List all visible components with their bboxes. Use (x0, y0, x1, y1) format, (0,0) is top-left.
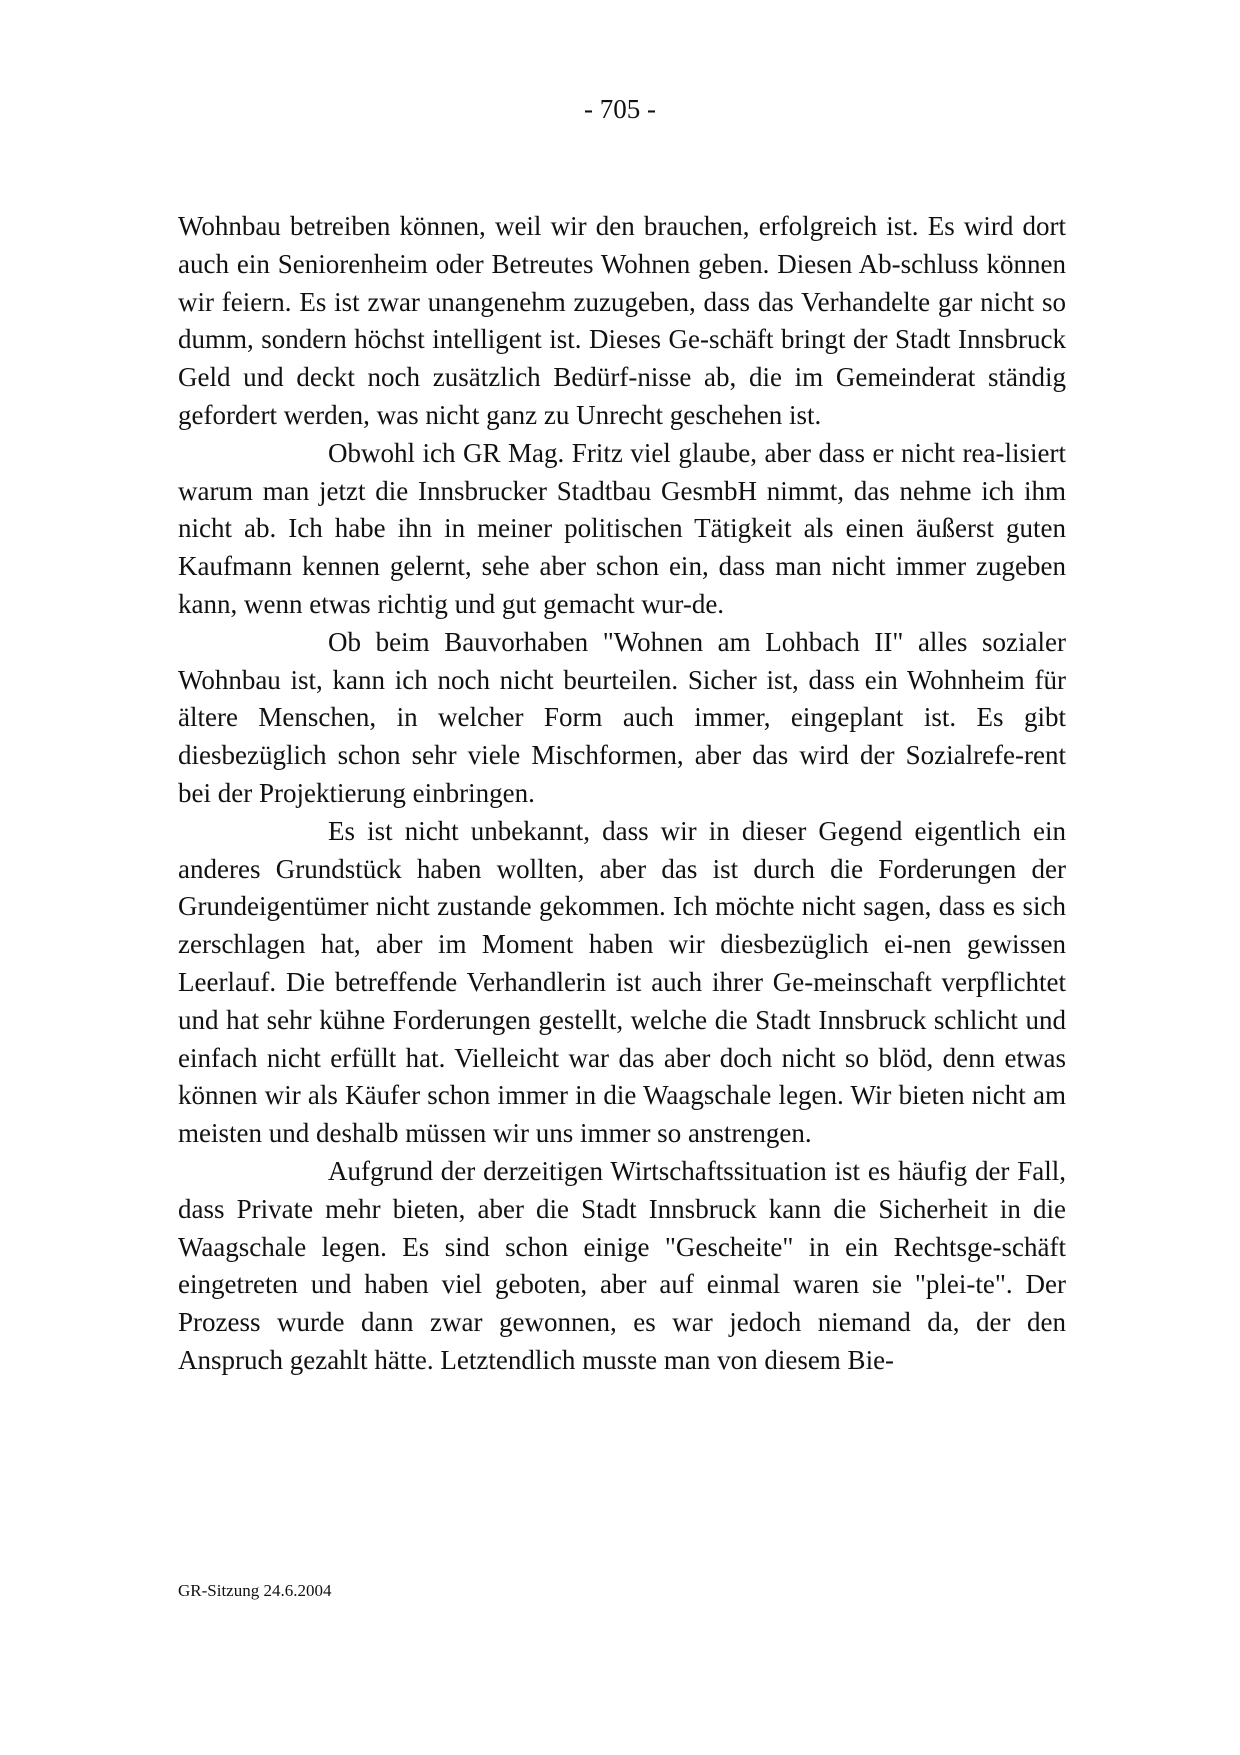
paragraph-4: Es ist nicht unbekannt, dass wir in dieser Gegend eigentlich ein anderes Grundstück haben wollten, aber das ist durch die Forderungen der Grundeigentümer nicht zustande gekommen. Ich möchte nicht sagen, dass es sich zerschlagen hat, aber im Moment haben wir diesbezüglich ei-nen gewissen Leerlauf. Die betreffende Verhandlerin ist auch ihrer Ge-meinschaft verpflichtet und hat sehr kühne Forderungen gestellt, welche die Stadt Innsbruck schlicht und einfach nicht erfüllt hat. Vielleicht war das aber doch nicht so blöd, denn etwas können wir als Käufer schon immer in die Waagschale legen. Wir bieten nicht am meisten und deshalb müssen wir uns immer so anstrengen. (178, 815, 1066, 1149)
footer-session-date: GR-Sitzung 24.6.2004 (178, 1581, 332, 1600)
page-number: - 705 - (584, 94, 656, 124)
paragraph-5: Aufgrund der derzeitigen Wirtschaftssituation ist es häufig der Fall, dass Private mehr bieten, aber die Stadt Innsbruck kann die Sicherheit in die Waagschale legen. Es sind schon einige "Gescheite" in ein Rechtsge-schäft eingetreten und haben viel geboten, aber auf einmal waren sie "plei-te". Der Prozess wurde dann zwar gewonnen, es war jedoch niemand da, der den Anspruch gezahlt hätte. Letztendlich musste man von diesem Bie- (178, 1155, 1066, 1375)
paragraph-3: Ob beim Bauvorhaben "Wohnen am Lohbach II" alles sozialer Wohnbau ist, kann ich noch nicht beurteilen. Sicher ist, dass ein Wohnheim für ältere Menschen, in welcher Form auch immer, eingeplant ist. Es gibt diesbezüglich schon sehr viele Mischformen, aber das wird der Sozialrefe-rent bei der Projektierung einbringen. (178, 626, 1066, 808)
paragraph-2: Obwohl ich GR Mag. Fritz viel glaube, aber dass er nicht rea-lisiert warum man jetzt die Innsbrucker Stadtbau GesmbH nimmt, das nehme ich ihm nicht ab. Ich habe ihn in meiner politischen Tätigkeit als einen äußerst guten Kaufmann kennen gelernt, sehe aber schon ein, dass man nicht immer zugeben kann, wenn etwas richtig und gut gemacht wur-de. (178, 437, 1066, 619)
paragraph-1: Wohnbau betreiben können, weil wir den brauchen, erfolgreich ist. Es wird dort auch ein Seniorenheim oder Betreutes Wohnen geben. Diesen Ab-schluss können wir feiern. Es ist zwar unangenehm zuzugeben, dass das Verhandelte gar nicht so dumm, sondern höchst intelligent ist. Dieses Ge-schäft bringt der Stadt Innsbruck Geld und deckt noch zusätzlich Bedürf-nisse ab, die im Gemeinderat ständig gefordert werden, was nicht ganz zu Unrecht geschehen ist. (178, 211, 1066, 430)
document-body (178, 208, 1066, 1380)
